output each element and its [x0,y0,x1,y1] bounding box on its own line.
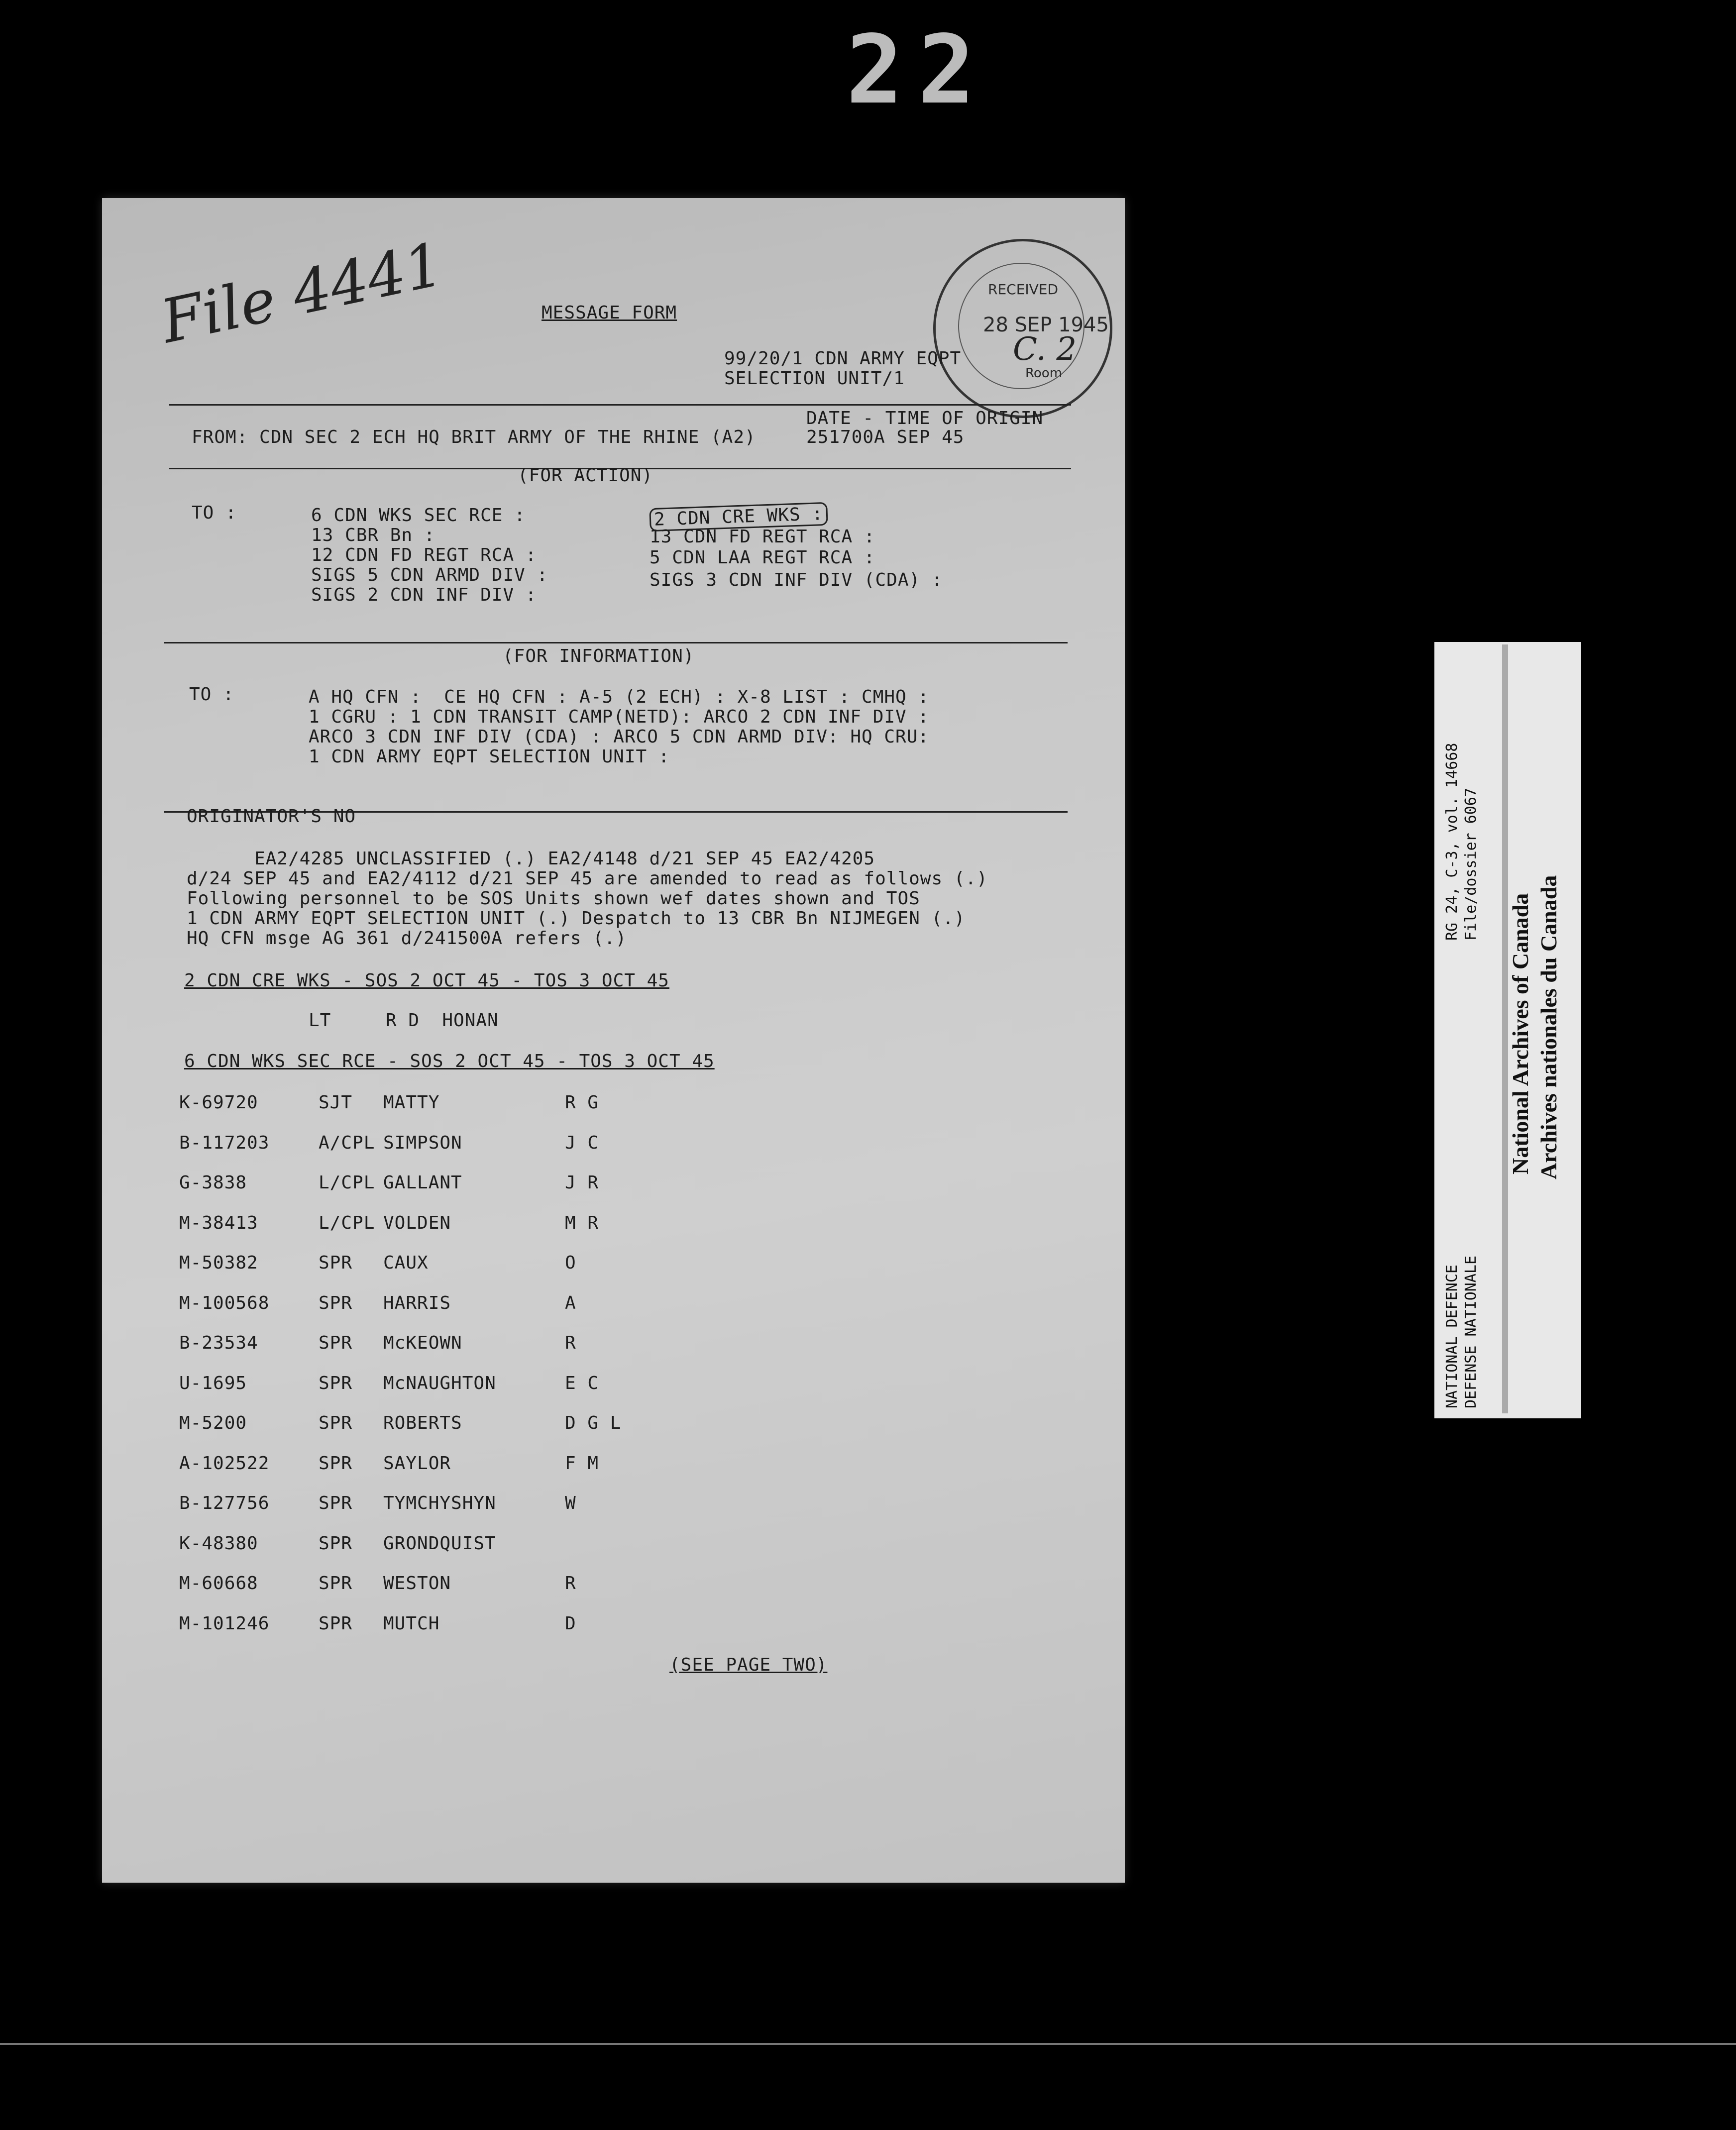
personnel-name: MUTCH [383,1613,440,1634]
personnel-number: K-69720 [179,1092,258,1113]
personnel-initials: A [565,1292,576,1313]
stamp-room-text: Room [1025,366,1063,381]
personnel-initials: D [565,1613,576,1634]
divider [164,642,1068,643]
personnel-name: McKEOWN [383,1333,462,1353]
personnel-rank: L/CPL [319,1172,375,1193]
personnel-name: MATTY [383,1092,440,1113]
action-right-4: SIGS 3 CDN INF DIV (CDA) : [650,570,943,590]
action-right-2: 13 CDN FD REGT RCA : [650,527,875,547]
for-information-label: (FOR INFORMATION) [503,646,695,666]
frame-number: 22 [846,15,990,125]
personnel-name: WESTON [383,1573,451,1594]
continued-note: (SEE PAGE TWO) [669,1655,828,1675]
section1-rank: LT [309,1010,331,1031]
stamp-date-text: 28 SEP 1945 [983,314,1109,336]
personnel-initials: R [565,1573,576,1594]
body-line-5: HQ CFN msge AG 361 d/241500A refers (.) [187,928,627,949]
personnel-initials: M R [565,1212,599,1233]
personnel-initials: D G L [565,1413,622,1433]
action-left-4: SIGS 5 CDN ARMD DIV : [311,565,548,585]
personnel-number: M-5200 [179,1413,247,1433]
archive-reference-2: File/dossier 6067 [1462,787,1480,941]
action-left-2: 13 CBR Bn : [311,525,435,545]
personnel-name: SAYLOR [383,1453,451,1474]
personnel-initials: F M [565,1453,599,1474]
action-left-5: SIGS 2 CDN INF DIV : [311,585,537,605]
personnel-rank: SPR [319,1453,353,1474]
film-edge-line [0,2043,1736,2045]
stamp-handwritten-note: C. 2 [1013,331,1077,368]
personnel-rank: SPR [319,1292,353,1313]
personnel-name: McNAUGHTON [383,1373,496,1393]
section-heading-wks-sec: 6 CDN WKS SEC RCE - SOS 2 OCT 45 - TOS 3 OCT 45 [184,1051,715,1071]
personnel-rank: L/CPL [319,1212,375,1233]
info-line-3: ARCO 3 CDN INF DIV (CDA) : ARCO 5 CDN ARMD DIV: HQ CRU: [309,727,930,747]
reference-line-2: SELECTION UNIT/1 [724,368,905,389]
personnel-number: M-60668 [179,1573,258,1594]
origin-dtg: 251700A SEP 45 [806,427,965,447]
personnel-rank: SPR [319,1573,353,1594]
personnel-rank: A/CPL [319,1132,375,1153]
personnel-rank: SPR [319,1333,353,1353]
for-action-label: (FOR ACTION) [518,465,653,486]
form-title: MESSAGE FORM [542,303,677,323]
personnel-number: G-3838 [179,1172,247,1193]
info-to-label: TO : [189,684,234,705]
department-line-2: DEFENSE NATIONALE [1462,1255,1480,1408]
personnel-name: TYMCHYSHYN [383,1493,496,1513]
personnel-name: HARRIS [383,1292,451,1313]
personnel-number: M-50382 [179,1253,258,1273]
archive-reference-1: RG 24, C-3, vol. 14668 [1443,743,1461,941]
personnel-name: GRONDQUIST [383,1533,496,1554]
personnel-initials: R G [565,1092,599,1113]
action-right-1: 2 CDN CRE WKS : [649,502,828,532]
personnel-initials: O [565,1253,576,1273]
info-line-2: 1 CGRU : 1 CDN TRANSIT CAMP(NETD): ARCO 2 CDN INF DIV : [309,707,930,727]
handwritten-file-note: File 4441 [155,229,449,357]
reference-line-1: 99/20/1 CDN ARMY EQPT [724,348,962,369]
action-left-3: 12 CDN FD REGT RCA : [311,545,537,565]
action-left-1: 6 CDN WKS SEC RCE : [311,505,526,526]
personnel-number: K-48380 [179,1533,258,1554]
personnel-rank: SPR [319,1493,353,1513]
personnel-rank: SPR [319,1413,353,1433]
personnel-initials: J R [565,1172,599,1193]
personnel-number: M-100568 [179,1292,270,1313]
date-time-label: DATE - TIME OF ORIGIN [806,408,1044,428]
personnel-number: M-101246 [179,1613,270,1634]
personnel-number: B-127756 [179,1493,270,1513]
to-label: TO : [192,503,237,523]
personnel-rank: SPR [319,1373,353,1393]
personnel-initials: E C [565,1373,599,1393]
section-heading-cre-wks: 2 CDN CRE WKS - SOS 2 OCT 45 - TOS 3 OCT 45 [184,970,669,991]
body-line-2: d/24 SEP 45 and EA2/4112 d/21 SEP 45 are amended to read as follows (.) [187,868,988,889]
personnel-rank: SPR [319,1613,353,1634]
personnel-number: A-102522 [179,1453,270,1474]
body-line-4: 1 CDN ARMY EQPT SELECTION UNIT (.) Despatch to 13 CBR Bn NIJMEGEN (.) [187,908,966,929]
personnel-number: B-23534 [179,1333,258,1353]
personnel-number: U-1695 [179,1373,247,1393]
personnel-name: SIMPSON [383,1132,462,1153]
personnel-rank: SPR [319,1533,353,1554]
action-right-3: 5 CDN LAA REGT RCA : [650,547,875,568]
personnel-rank: SPR [319,1253,353,1273]
stamp-received-text: RECEIVED [988,281,1059,298]
from-line: FROM: CDN SEC 2 ECH HQ BRIT ARMY OF THE RHINE (A2) [192,427,756,447]
personnel-rank: SJT [319,1092,353,1113]
personnel-name: ROBERTS [383,1413,462,1433]
personnel-initials: J C [565,1132,599,1153]
department-line-1: NATIONAL DEFENCE [1443,1265,1461,1408]
divider [169,404,1071,406]
body-line-3: Following personnel to be SOS Units shown wef dates shown and TOS [187,888,920,909]
personnel-number: B-117203 [179,1132,270,1153]
archives-name-fr: Archives nationales du Canada [1536,875,1561,1179]
body-line-1: EA2/4285 UNCLASSIFIED (.) EA2/4148 d/21 SEP 45 EA2/4205 [187,849,875,869]
personnel-number: M-38413 [179,1212,258,1233]
personnel-name: VOLDEN [383,1212,451,1233]
personnel-initials: W [565,1493,576,1513]
personnel-initials: R [565,1333,576,1353]
archives-name-en: National Archives of Canada [1508,893,1533,1174]
personnel-name: GALLANT [383,1172,462,1193]
section1-name: R D HONAN [386,1010,499,1031]
info-line-4: 1 CDN ARMY EQPT SELECTION UNIT : [309,746,670,767]
info-line-1: A HQ CFN : CE HQ CFN : A-5 (2 ECH) : X-8 LIST : CMHQ : [309,687,930,707]
originator-label: ORIGINATOR'S NO [187,806,356,827]
personnel-name: CAUX [383,1253,429,1273]
